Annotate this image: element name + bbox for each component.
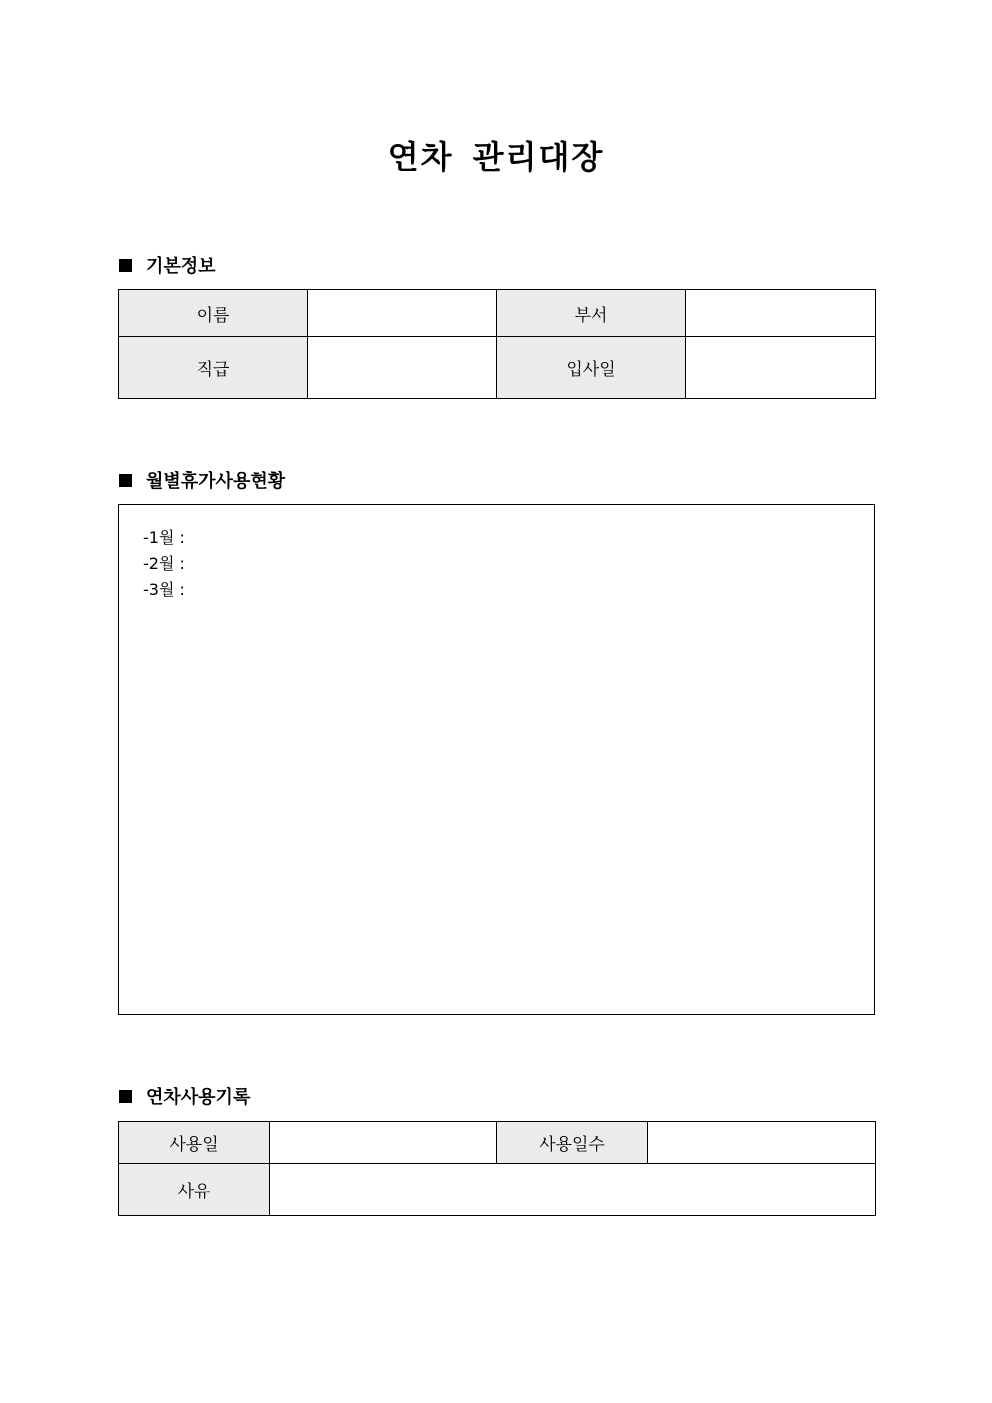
hire-date-field[interactable] [686,337,876,399]
monthly-usage-heading [119,467,285,493]
square-bullet-icon [119,474,132,487]
usage-record-table [118,1121,876,1216]
basic-info-row-2 [119,337,876,399]
name-field[interactable] [308,290,497,337]
monthly-usage-heading-text: 월별휴가사용현황 [146,471,286,492]
name-label: 이름 [119,290,308,337]
reason-label: 사유 [119,1164,270,1216]
usage-record-heading [119,1083,250,1109]
basic-info-heading [119,252,216,278]
days-used-label: 사용일수 [497,1122,648,1164]
month-3-entry: -3월 : [143,580,185,599]
position-field[interactable] [308,337,497,399]
square-bullet-icon [119,259,132,272]
department-label: 부서 [497,290,686,337]
usage-record-heading-text: 연차사용기록 [146,1087,251,1108]
department-field[interactable] [686,290,876,337]
usage-record-row-2 [119,1164,876,1216]
month-1-entry: -1월 : [143,528,185,547]
basic-info-row-1 [119,290,876,337]
page-title: 연차 관리대장 [387,138,605,176]
usage-record-row-1 [119,1122,876,1164]
position-label: 직급 [119,337,308,399]
month-2-entry: -2월 : [143,554,185,573]
square-bullet-icon [119,1090,132,1103]
monthly-usage-box[interactable] [118,504,875,1015]
monthly-usage-list [143,525,185,603]
use-date-label: 사용일 [119,1122,270,1164]
use-date-field[interactable] [270,1122,497,1164]
basic-info-table [118,289,876,399]
basic-info-heading-text: 기본정보 [146,256,216,277]
hire-date-label: 입사일 [497,337,686,399]
reason-field[interactable] [270,1164,876,1216]
days-used-field[interactable] [648,1122,876,1164]
